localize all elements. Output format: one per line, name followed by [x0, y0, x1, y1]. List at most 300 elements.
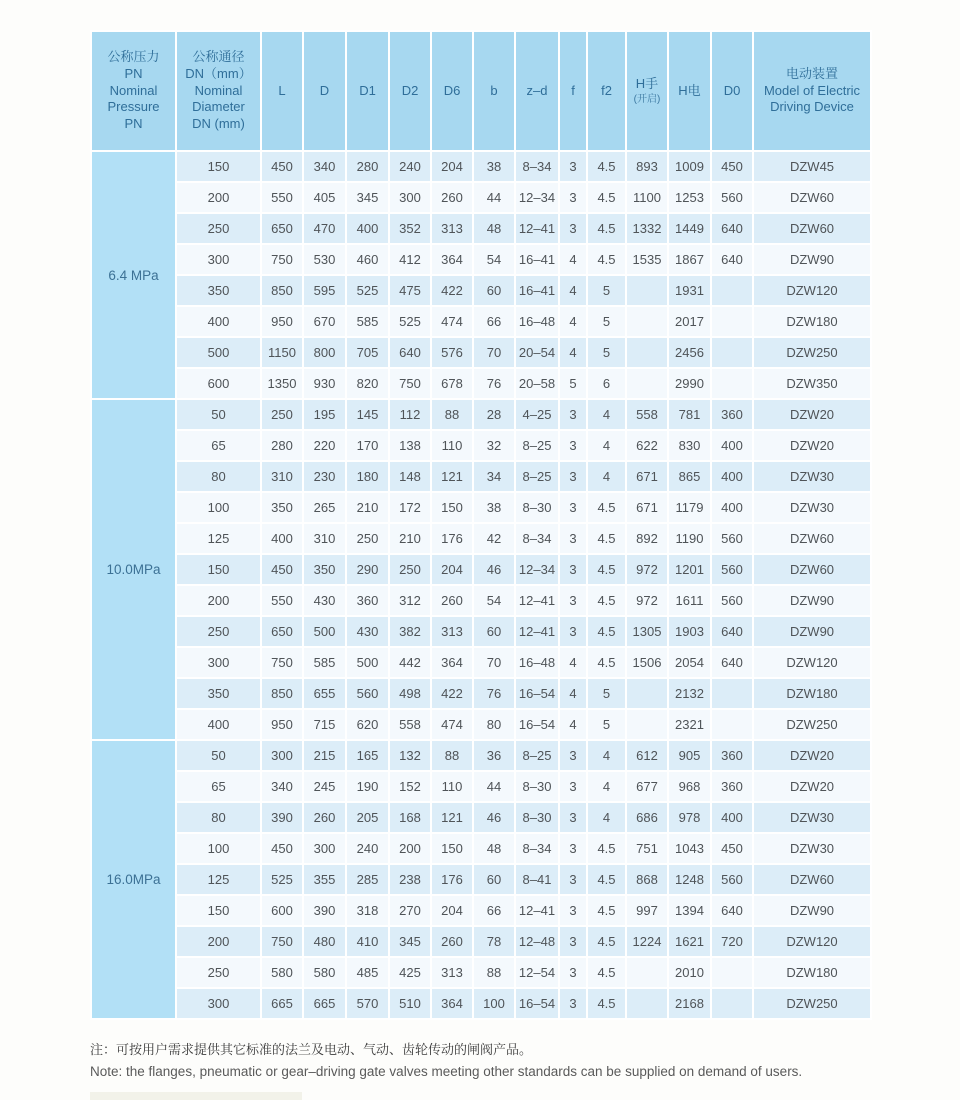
table-cell: 1621	[668, 926, 711, 957]
valve-dimensions-table	[90, 30, 872, 1020]
table-cell: 204	[431, 895, 473, 926]
spec-table-container	[90, 30, 870, 1020]
table-row	[91, 337, 871, 368]
table-cell: 80	[176, 461, 261, 492]
table-cell: 8–30	[515, 492, 559, 523]
table-cell: 670	[303, 306, 346, 337]
column-header-dn: 公称通径 DN（mm） Nominal Diameter DN (mm)	[176, 31, 261, 151]
column-header-h-hand: H手 (开启)	[626, 31, 668, 151]
table-cell: 4	[559, 337, 587, 368]
table-row	[91, 678, 871, 709]
table-cell: 50	[176, 399, 261, 430]
table-cell: 312	[389, 585, 431, 616]
table-cell: 121	[431, 461, 473, 492]
table-cell: 4	[559, 275, 587, 306]
table-cell: DZW20	[753, 740, 871, 771]
table-cell: 720	[711, 926, 753, 957]
table-cell: 125	[176, 864, 261, 895]
table-cell	[626, 275, 668, 306]
table-cell: 60	[473, 864, 515, 895]
table-cell: 350	[261, 492, 303, 523]
table-cell: 138	[389, 430, 431, 461]
table-cell: 640	[711, 244, 753, 275]
table-row	[91, 306, 871, 337]
table-cell: 112	[389, 399, 431, 430]
table-cell: 400	[711, 461, 753, 492]
table-cell: 150	[176, 895, 261, 926]
table-cell: 80	[176, 802, 261, 833]
table-cell: 830	[668, 430, 711, 461]
table-cell: 42	[473, 523, 515, 554]
table-cell: DZW20	[753, 399, 871, 430]
table-cell: 390	[303, 895, 346, 926]
table-cell: 8–30	[515, 771, 559, 802]
table-cell: 3	[559, 182, 587, 213]
table-cell: 972	[626, 585, 668, 616]
table-row	[91, 244, 871, 275]
table-cell: DZW20	[753, 430, 871, 461]
table-cell: 612	[626, 740, 668, 771]
table-cell: 152	[389, 771, 431, 802]
table-row	[91, 151, 871, 182]
table-cell: 172	[389, 492, 431, 523]
footnotes	[90, 1040, 890, 1082]
table-cell: 12–48	[515, 926, 559, 957]
table-cell: 560	[711, 554, 753, 585]
table-cell: 80	[473, 709, 515, 740]
table-cell: DZW90	[753, 244, 871, 275]
table-cell: 400	[261, 523, 303, 554]
table-cell: 4.5	[587, 492, 626, 523]
table-cell: 70	[473, 337, 515, 368]
table-cell: 16–54	[515, 678, 559, 709]
table-cell	[711, 275, 753, 306]
table-cell: 620	[346, 709, 389, 740]
table-cell: 1903	[668, 616, 711, 647]
table-cell	[711, 709, 753, 740]
table-cell: 285	[346, 864, 389, 895]
table-cell: 100	[176, 492, 261, 523]
table-cell: 34	[473, 461, 515, 492]
table-row	[91, 771, 871, 802]
table-cell: 3	[559, 151, 587, 182]
table-cell: 4.5	[587, 926, 626, 957]
column-header-D2: D2	[389, 31, 431, 151]
table-cell: 665	[261, 988, 303, 1019]
table-cell: 1305	[626, 616, 668, 647]
table-cell: 12–41	[515, 585, 559, 616]
table-cell: 240	[346, 833, 389, 864]
table-cell: 150	[176, 151, 261, 182]
table-cell: 400	[711, 430, 753, 461]
table-cell: 3	[559, 213, 587, 244]
table-cell: 950	[261, 709, 303, 740]
table-cell: 70	[473, 647, 515, 678]
table-cell: 1150	[261, 337, 303, 368]
table-cell: 12–41	[515, 213, 559, 244]
table-cell: 290	[346, 554, 389, 585]
table-cell: 16–54	[515, 988, 559, 1019]
table-cell: 2321	[668, 709, 711, 740]
table-cell: 168	[389, 802, 431, 833]
table-row	[91, 554, 871, 585]
table-cell: 8–34	[515, 151, 559, 182]
table-cell: 88	[473, 957, 515, 988]
table-cell: 1931	[668, 275, 711, 306]
table-cell: 38	[473, 151, 515, 182]
table-cell: 260	[431, 585, 473, 616]
table-row	[91, 802, 871, 833]
table-cell: 474	[431, 306, 473, 337]
table-cell: 751	[626, 833, 668, 864]
table-cell: 595	[303, 275, 346, 306]
table-cell: DZW180	[753, 306, 871, 337]
table-cell: DZW30	[753, 492, 871, 523]
table-cell: 176	[431, 523, 473, 554]
table-cell: 530	[303, 244, 346, 275]
table-cell: 4.5	[587, 895, 626, 926]
table-cell: DZW180	[753, 957, 871, 988]
table-cell: 425	[389, 957, 431, 988]
table-cell: 600	[176, 368, 261, 399]
table-cell: 665	[303, 988, 346, 1019]
table-cell: 410	[346, 926, 389, 957]
table-cell: 250	[176, 616, 261, 647]
table-cell: 1100	[626, 182, 668, 213]
table-cell: DZW60	[753, 864, 871, 895]
table-cell: 500	[176, 337, 261, 368]
table-cell: DZW120	[753, 275, 871, 306]
table-cell: 36	[473, 740, 515, 771]
table-cell: DZW20	[753, 771, 871, 802]
table-header-row	[91, 31, 871, 151]
table-cell: DZW30	[753, 461, 871, 492]
table-cell: 16–41	[515, 275, 559, 306]
table-cell: 8–30	[515, 802, 559, 833]
table-cell: 510	[389, 988, 431, 1019]
table-cell: 88	[431, 740, 473, 771]
table-cell: 4	[559, 244, 587, 275]
table-cell: 640	[711, 647, 753, 678]
table-cell: 20–54	[515, 337, 559, 368]
table-cell: 204	[431, 554, 473, 585]
table-cell: 3	[559, 802, 587, 833]
table-row	[91, 275, 871, 306]
table-row	[91, 585, 871, 616]
table-cell: 570	[346, 988, 389, 1019]
table-cell: 3	[559, 585, 587, 616]
table-cell: 450	[711, 833, 753, 864]
table-cell: 46	[473, 802, 515, 833]
table-cell: 4	[559, 678, 587, 709]
table-cell: 4	[587, 461, 626, 492]
table-cell: 5	[587, 709, 626, 740]
table-cell: 204	[431, 151, 473, 182]
column-header-pn: 公称压力 PN Nominal Pressure PN	[91, 31, 176, 151]
table-cell: 250	[176, 957, 261, 988]
table-cell: 412	[389, 244, 431, 275]
table-cell: 450	[711, 151, 753, 182]
table-cell: 4.5	[587, 213, 626, 244]
table-cell: 1394	[668, 895, 711, 926]
table-cell: DZW250	[753, 988, 871, 1019]
table-cell: 5	[587, 678, 626, 709]
table-cell: 32	[473, 430, 515, 461]
table-cell: 60	[473, 275, 515, 306]
table-cell: 3	[559, 957, 587, 988]
table-cell: 20–58	[515, 368, 559, 399]
pressure-group-cell-0: 6.4 MPa	[91, 151, 176, 399]
table-cell	[711, 957, 753, 988]
table-cell: 671	[626, 492, 668, 523]
table-cell: 4.5	[587, 244, 626, 275]
table-cell: 550	[261, 182, 303, 213]
table-cell: 78	[473, 926, 515, 957]
table-cell: 238	[389, 864, 431, 895]
table-cell: 60	[473, 616, 515, 647]
table-cell	[711, 337, 753, 368]
table-cell: DZW30	[753, 802, 871, 833]
table-cell: 525	[346, 275, 389, 306]
table-cell: 265	[303, 492, 346, 523]
table-cell: 318	[346, 895, 389, 926]
table-cell: 500	[303, 616, 346, 647]
table-cell: 12–34	[515, 182, 559, 213]
table-cell: 8–25	[515, 461, 559, 492]
table-cell: 54	[473, 244, 515, 275]
column-header-f2: f2	[587, 31, 626, 151]
table-cell	[626, 709, 668, 740]
table-cell: 132	[389, 740, 431, 771]
table-cell: 300	[176, 244, 261, 275]
table-cell: 560	[711, 585, 753, 616]
table-cell: 485	[346, 957, 389, 988]
table-cell: 8–25	[515, 430, 559, 461]
table-cell	[711, 368, 753, 399]
table-row	[91, 740, 871, 771]
table-cell: DZW60	[753, 182, 871, 213]
table-cell: 2017	[668, 306, 711, 337]
table-cell: 1506	[626, 647, 668, 678]
table-cell: 405	[303, 182, 346, 213]
table-cell: 997	[626, 895, 668, 926]
table-cell: 1201	[668, 554, 711, 585]
table-cell: 450	[261, 554, 303, 585]
table-cell: 400	[176, 709, 261, 740]
table-cell: 360	[711, 399, 753, 430]
table-cell	[626, 957, 668, 988]
table-cell: 220	[303, 430, 346, 461]
table-cell: 4	[587, 771, 626, 802]
table-cell	[711, 988, 753, 1019]
table-cell: 8–34	[515, 523, 559, 554]
table-cell: 1009	[668, 151, 711, 182]
table-cell	[711, 678, 753, 709]
table-cell: 930	[303, 368, 346, 399]
table-cell: 360	[346, 585, 389, 616]
table-cell	[626, 988, 668, 1019]
table-cell: 560	[346, 678, 389, 709]
table-cell: 364	[431, 244, 473, 275]
table-cell: 400	[176, 306, 261, 337]
table-cell: 352	[389, 213, 431, 244]
table-cell: 16–48	[515, 306, 559, 337]
table-cell: 450	[261, 151, 303, 182]
table-cell: 400	[711, 492, 753, 523]
table-cell: 260	[303, 802, 346, 833]
table-row	[91, 709, 871, 740]
pressure-group-cell-2: 16.0MPa	[91, 740, 176, 1019]
column-header-D0: D0	[711, 31, 753, 151]
table-cell: 950	[261, 306, 303, 337]
table-cell: 4.5	[587, 151, 626, 182]
table-cell: 5	[587, 337, 626, 368]
table-cell: 44	[473, 182, 515, 213]
table-cell: 210	[346, 492, 389, 523]
table-cell: 640	[711, 895, 753, 926]
table-cell: 600	[261, 895, 303, 926]
table-cell: 300	[176, 988, 261, 1019]
table-cell: 300	[389, 182, 431, 213]
table-cell: 100	[176, 833, 261, 864]
table-cell: 100	[473, 988, 515, 1019]
table-cell: 972	[626, 554, 668, 585]
table-cell: 4	[587, 802, 626, 833]
table-cell: 3	[559, 864, 587, 895]
table-cell: 3	[559, 492, 587, 523]
table-cell: 280	[346, 151, 389, 182]
table-row	[91, 895, 871, 926]
column-header-h-electric: H电	[668, 31, 711, 151]
table-cell: 400	[711, 802, 753, 833]
table-cell: 1449	[668, 213, 711, 244]
table-cell: 5	[587, 275, 626, 306]
table-cell: 360	[711, 771, 753, 802]
note-chinese: 注：可按用户需求提供其它标准的法兰及电动、气动、齿轮传动的闸阀产品。	[90, 1042, 533, 1057]
table-cell: DZW60	[753, 523, 871, 554]
table-cell: 50	[176, 740, 261, 771]
table-cell: 250	[261, 399, 303, 430]
table-cell: 750	[261, 244, 303, 275]
column-header-model: 电动装置 Model of Electric Driving Device	[753, 31, 871, 151]
table-cell: 622	[626, 430, 668, 461]
table-cell: 750	[261, 926, 303, 957]
table-row	[91, 399, 871, 430]
table-cell: 200	[176, 585, 261, 616]
table-cell: DZW90	[753, 895, 871, 926]
table-cell: 340	[261, 771, 303, 802]
table-cell: 560	[711, 864, 753, 895]
table-row	[91, 864, 871, 895]
table-cell: 54	[473, 585, 515, 616]
table-cell: DZW30	[753, 833, 871, 864]
table-cell: 345	[346, 182, 389, 213]
table-cell: 313	[431, 213, 473, 244]
table-cell: 2990	[668, 368, 711, 399]
table-cell: 310	[261, 461, 303, 492]
table-cell: 576	[431, 337, 473, 368]
table-cell: 3	[559, 988, 587, 1019]
table-cell: 215	[303, 740, 346, 771]
table-cell: 480	[303, 926, 346, 957]
table-cell: 382	[389, 616, 431, 647]
table-cell: 558	[389, 709, 431, 740]
table-cell: 150	[431, 492, 473, 523]
table-cell: 525	[261, 864, 303, 895]
table-cell: 474	[431, 709, 473, 740]
table-cell: 110	[431, 771, 473, 802]
table-cell: 310	[303, 523, 346, 554]
table-cell: 150	[431, 833, 473, 864]
table-cell: 1043	[668, 833, 711, 864]
table-cell: 4	[559, 306, 587, 337]
table-cell: 750	[261, 647, 303, 678]
table-cell: 66	[473, 306, 515, 337]
table-cell: 76	[473, 678, 515, 709]
table-cell: 1248	[668, 864, 711, 895]
table-cell: DZW45	[753, 151, 871, 182]
table-row	[91, 523, 871, 554]
table-cell: 525	[389, 306, 431, 337]
table-cell: 865	[668, 461, 711, 492]
table-cell: 4.5	[587, 523, 626, 554]
table-cell: 44	[473, 771, 515, 802]
table-cell: 48	[473, 213, 515, 244]
table-cell: 4.5	[587, 585, 626, 616]
table-cell: 8–34	[515, 833, 559, 864]
table-cell: 475	[389, 275, 431, 306]
table-cell: 450	[261, 833, 303, 864]
table-cell: 3	[559, 833, 587, 864]
table-cell: 2010	[668, 957, 711, 988]
table-cell: DZW60	[753, 213, 871, 244]
table-cell: 3	[559, 399, 587, 430]
note-english: Note: the flanges, pneumatic or gear–driving gate valves meeting other standards can be supplied on demand of users.	[90, 1063, 803, 1079]
table-cell: 170	[346, 430, 389, 461]
table-cell: 655	[303, 678, 346, 709]
table-cell: 3	[559, 740, 587, 771]
table-cell: 4.5	[587, 957, 626, 988]
table-cell: 550	[261, 585, 303, 616]
table-cell: DZW250	[753, 337, 871, 368]
table-cell: 12–41	[515, 895, 559, 926]
table-row	[91, 957, 871, 988]
table-cell	[626, 678, 668, 709]
table-cell: 905	[668, 740, 711, 771]
table-cell: 2132	[668, 678, 711, 709]
table-cell: 820	[346, 368, 389, 399]
table-cell: 3	[559, 461, 587, 492]
table-cell: 1190	[668, 523, 711, 554]
table-cell: 4	[559, 709, 587, 740]
table-cell: 430	[346, 616, 389, 647]
table-cell: 390	[261, 802, 303, 833]
table-cell: DZW120	[753, 647, 871, 678]
table-cell: 1535	[626, 244, 668, 275]
table-row	[91, 430, 871, 461]
table-cell: 176	[431, 864, 473, 895]
table-cell: 5	[559, 368, 587, 399]
table-cell: 150	[176, 554, 261, 585]
table-cell: 3	[559, 895, 587, 926]
table-row	[91, 461, 871, 492]
table-cell: 364	[431, 647, 473, 678]
table-cell: 4	[559, 647, 587, 678]
table-cell: 65	[176, 430, 261, 461]
table-cell: 4.5	[587, 988, 626, 1019]
table-cell: 500	[346, 647, 389, 678]
table-cell: 145	[346, 399, 389, 430]
